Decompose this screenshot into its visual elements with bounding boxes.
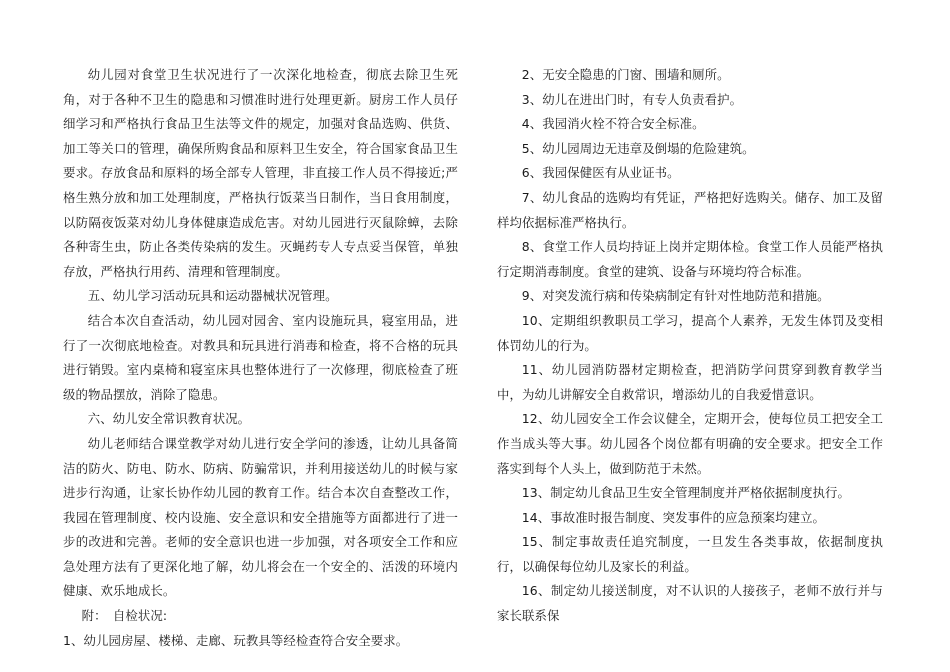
checklist-item-7: 7、幼儿食品的选购均有凭证，严格把好选购关。储存、加工及留样均依据标准严格执行。 bbox=[497, 189, 883, 230]
checklist-item-1: 1、幼儿园房屋、楼梯、走廊、玩教具等经检查符合安全要求。 bbox=[63, 632, 409, 648]
checklist-item-2: 2、无安全隐患的门窗、围墙和厕所。 bbox=[521, 67, 730, 82]
checklist-item-15: 15、制定事故责任追究制度，一旦发生各类事故，依据制度执行，以确保每位幼儿及家长的利益。 bbox=[497, 534, 883, 574]
checklist-item-14: 14、事故准时报告制度、突发事件的应急预案均建立。 bbox=[521, 509, 826, 525]
checklist-item-3: 3、幼儿在进出门时，有专人负责看护。 bbox=[521, 91, 743, 107]
checklist-item-9: 9、对突发流行病和传染病制定有针对性地防范和措施。 bbox=[521, 288, 830, 304]
checklist-item-16: 16、制定幼儿接送制度，对不认识的人接孩子，老师不放行并与家长联系保 bbox=[497, 583, 883, 624]
checklist-item-5: 5、幼儿园周边无违章及倒塌的危险建筑。 bbox=[521, 140, 755, 156]
left-column bbox=[63, 63, 458, 653]
checklist-item-12: 12、幼儿园安全工作会议健全，定期开会，使每位员工把安全工作当成头等大事。幼儿园各个岗位都有明确的安全要求。把安全工作落实到每个人头上，做到防范于未然。 bbox=[497, 411, 883, 476]
checklist-item-4: 4、我园消火栓不符合安全标准。 bbox=[521, 116, 705, 132]
section-heading-6: 六、幼儿安全常识教育状况。 bbox=[87, 411, 251, 427]
appendix-label: 附： 自检状况: bbox=[81, 608, 168, 624]
paragraph-safety-education: 幼儿老师结合课堂教学对幼儿进行安全学问的渗透，让幼儿具备简洁的防火、防电、防水、防病、防骗常识，并利用接送幼儿的时候与家进步行沟通，让家长协作幼儿园的教育工作。结合本次自查整改工作，我园在管理制度、校内设施、安全意识和安全措施等方面都进行了进一步的改进和完善。老师的安全意识也进一步加强，对各项安全工作和应急处理方法有了更深化地了解，幼儿将会在一个安全的、活泼的环境内健康、欢乐地成长。 bbox=[63, 435, 458, 599]
checklist-item-8: 8、食堂工作人员均持证上岗并定期体检。食堂工作人员能严格执行定期消毒制度。食堂的建筑、设备与环境均符合标准。 bbox=[497, 239, 883, 279]
checklist-item-10: 10、定期组织教职员工学习，提高个人素养，无发生体罚及变相体罚幼儿的行为。 bbox=[497, 312, 883, 353]
right-column bbox=[497, 63, 883, 629]
paragraph-canteen-hygiene: 幼儿园对食堂卫生状况进行了一次深化地检查，彻底去除卫生死角，对于各种不卫生的隐患和习惯准时进行处理更新。厨房工作人员仔细学习和严格执行食品卫生法等文件的规定，加强对食品选购、供货、加工等关口的管理，确保所购食品和原料卫生安全，符合国家食品卫生要求。存放食品和原料的场全部专人管理，非直接工作人员不得接近;严格生熟分放和加工处理制度，严格执行饭菜当日制作，当日食用制度，以防隔夜饭菜对幼儿身体健康造成危害。对幼儿园进行灭鼠除蟑，去除各种寄生虫，防止各类传染病的发生。灭蝇药专人专点妥当保管，单独存放，严格执行用药、清理和管理制度。 bbox=[63, 67, 458, 279]
checklist-item-13: 13、制定幼儿食品卫生安全管理制度并严格依据制度执行。 bbox=[521, 485, 851, 501]
checklist-item-6: 6、我园保健医有从业证书。 bbox=[521, 165, 680, 181]
checklist-item-11: 11、幼儿园消防器材定期检查，把消防学问贯穿到教育教学当中，为幼儿讲解安全自救常识，增添幼儿的自我爱惜意识。 bbox=[497, 362, 883, 402]
section-heading-5: 五、幼儿学习活动玩具和运动器械状况管理。 bbox=[87, 288, 338, 304]
paragraph-toys-equipment: 结合本次自查活动，幼儿园对园舍、室内设施玩具，寝室用品，进行了一次彻底地检查。对教具和玩具进行消毒和检查，将不合格的玩具进行销毁。室内桌椅和寝室床具也整体进行了一次修理，彻底检查了班级的物品摆放，消除了隐患。 bbox=[63, 312, 458, 402]
